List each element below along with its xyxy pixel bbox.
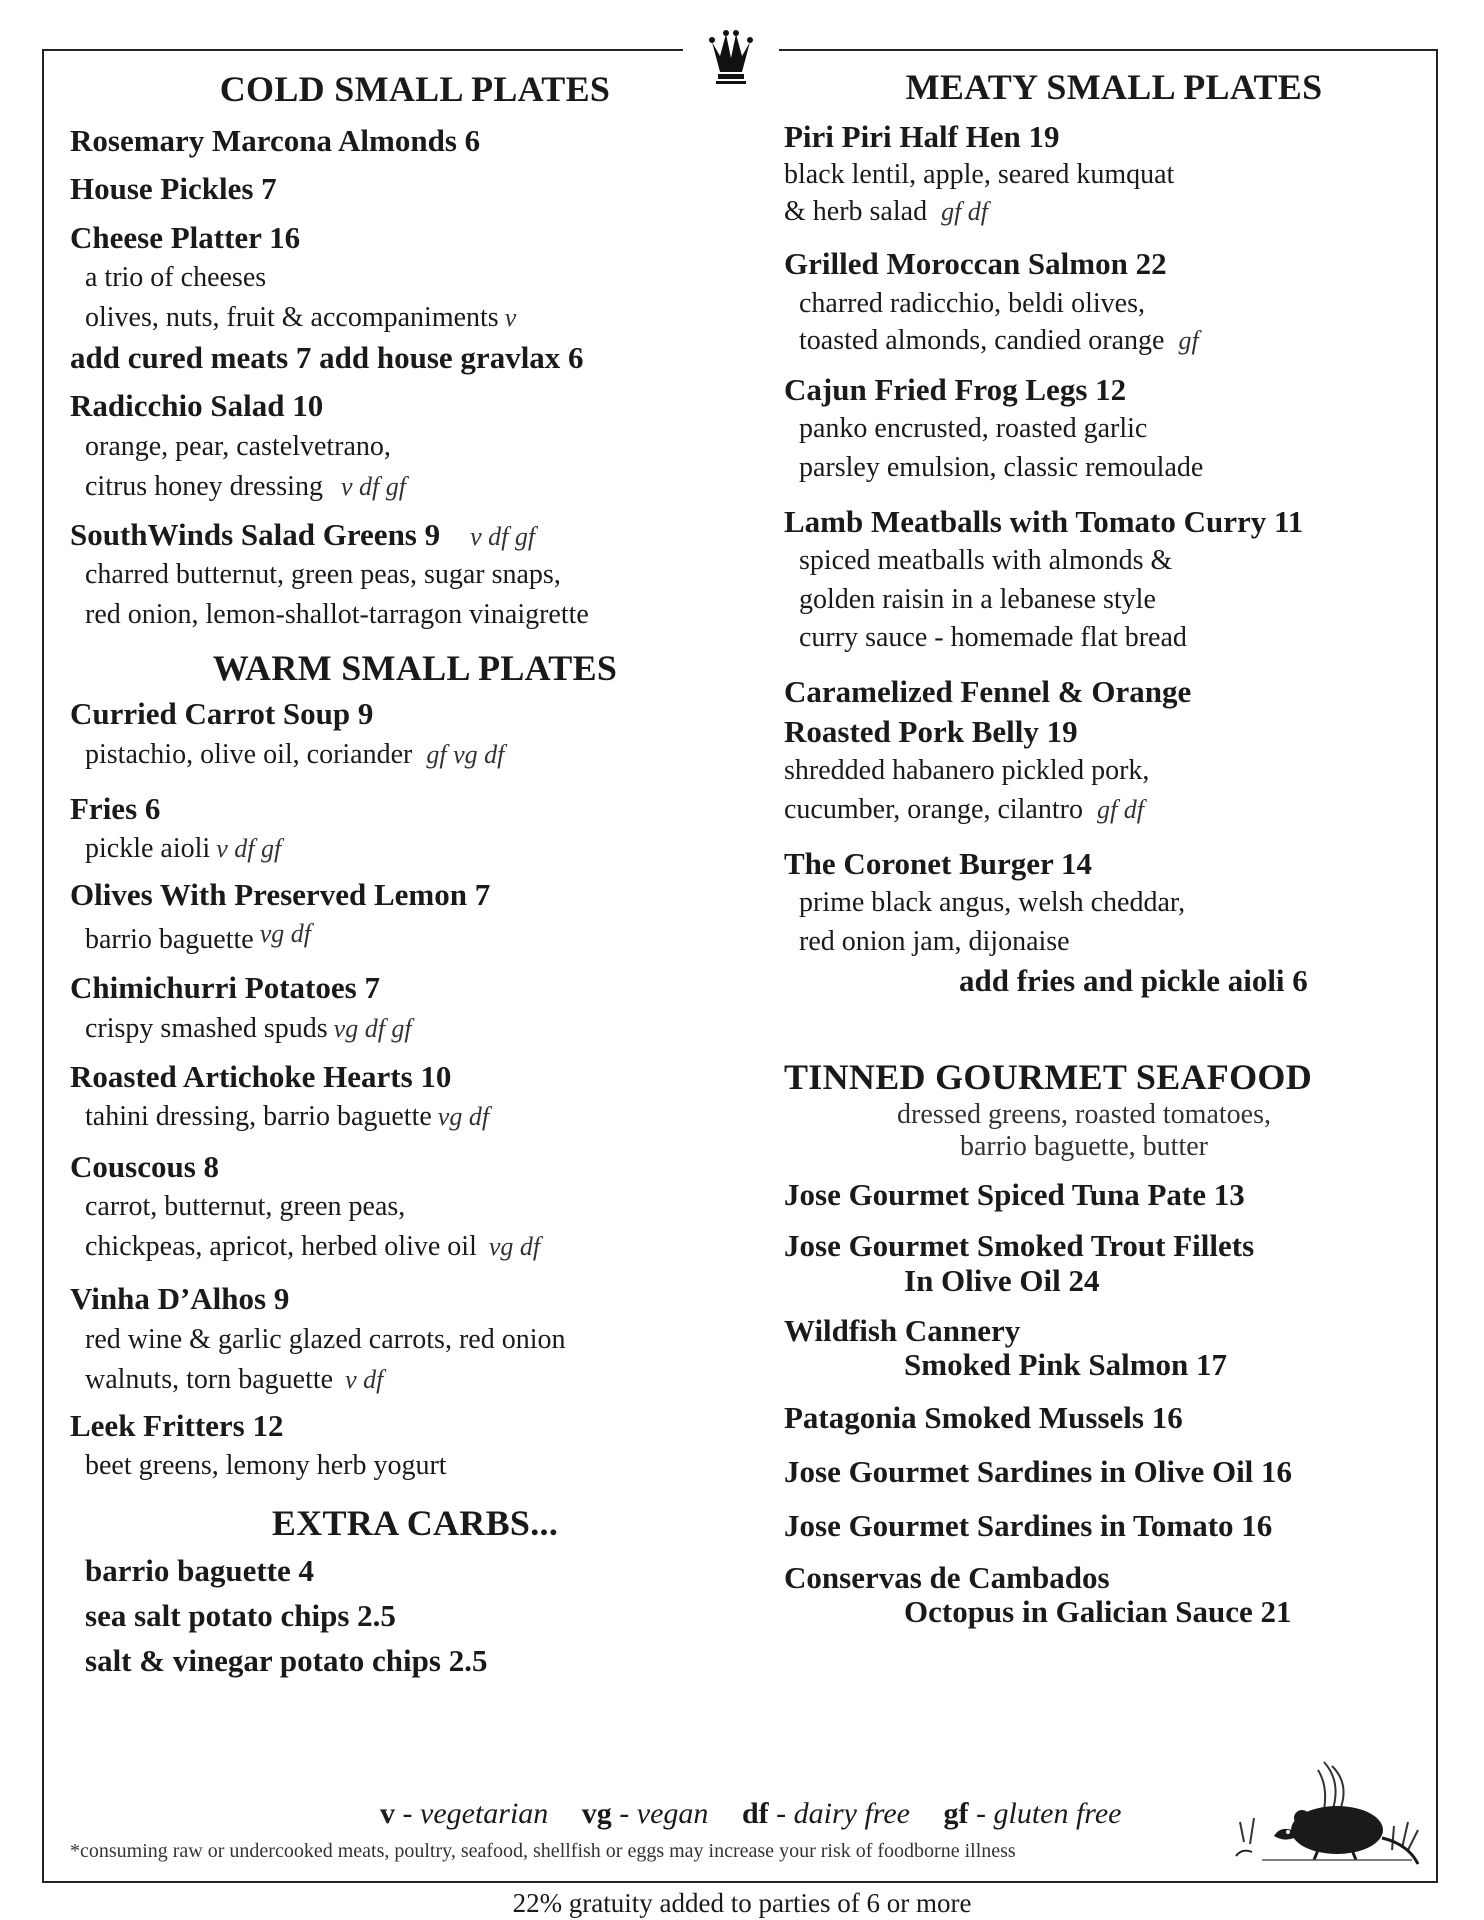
menu-item (70, 1147, 760, 1267)
item-desc: walnuts, torn baguette v df (85, 1363, 384, 1395)
addon-line: add fries and pickle aioli 6 (959, 963, 1308, 999)
legend-gluten-free: gf - gluten free (943, 1797, 1122, 1830)
item-desc: barrio baguette vg df (85, 919, 311, 956)
legend-vegetarian: v - vegetarian (380, 1797, 549, 1830)
diet-tag: gf df (1096, 795, 1144, 825)
item-desc: charred butternut, green peas, sugar snaps, (85, 559, 561, 591)
item-title: Vinha D’Alhos 9 (70, 1281, 290, 1317)
seafood-subtitle: dressed greens, roasted tomatoes, (897, 1098, 1271, 1130)
item-title: Roasted Pork Belly 19 (784, 714, 1078, 750)
left-column (70, 64, 760, 1684)
item-desc: tahini dressing, barrio baguette vg df (85, 1100, 490, 1132)
section-title-cold: COLD SMALL PLATES (219, 69, 611, 109)
legend-dairy-free: df - dairy free (741, 1797, 910, 1830)
menu-item (70, 1279, 760, 1399)
item-title: Jose Gourmet Spiced Tuna Pate 13 (784, 1177, 1245, 1213)
section-title-carbs: EXTRA CARBS... (271, 1503, 559, 1544)
item-desc: citrus honey dressing v df gf (85, 470, 406, 502)
item-desc: shredded habanero pickled pork, (784, 755, 1150, 787)
diet-tag: v df (345, 1364, 384, 1394)
menu-item (70, 968, 760, 1048)
menu-item (784, 1506, 1424, 1546)
menu-item (784, 1314, 1424, 1382)
item-title: Chimichurri Potatoes 7 (70, 970, 380, 1006)
item-title: SouthWinds Salad Greens 9 v df gf (70, 516, 536, 552)
addon-line: add cured meats 7 add house gravlax 6 (70, 340, 584, 376)
item-title: Fries 6 (70, 790, 161, 826)
item-title: Patagonia Smoked Mussels 16 (784, 1399, 1183, 1435)
item-desc: panko encrusted, roasted garlic (799, 413, 1148, 445)
item-title: House Pickles 7 (70, 171, 277, 207)
item-title: Wildfish Cannery (784, 1312, 1021, 1348)
item-title: Jose Gourmet Sardines in Tomato 16 (784, 1508, 1273, 1544)
menu-item (784, 1175, 1424, 1215)
item-desc: curry sauce - homemade flat bread (799, 622, 1187, 654)
item-title: Radicchio Salad 10 (70, 388, 324, 424)
item-desc: pistachio, olive oil, coriander gf vg df (85, 738, 505, 770)
menu-item (70, 169, 760, 209)
menu-item (784, 1561, 1424, 1629)
item-desc: red onion jam, dijonaise (799, 925, 1070, 957)
menu-item (70, 789, 760, 869)
diet-tag: gf (1178, 326, 1199, 356)
menu-item (784, 117, 1424, 230)
diet-tag: v df gf (470, 521, 536, 551)
carb-item: barrio baguette 4 (85, 1553, 315, 1589)
item-title: Curried Carrot Soup 9 (70, 696, 374, 732)
menu-item (784, 370, 1424, 488)
legend-vegan: vg - vegan (581, 1797, 709, 1830)
item-desc: a trio of cheeses (85, 262, 267, 294)
diet-tag: vg df (488, 1232, 541, 1262)
item-desc: prime black angus, welsh cheddar, (799, 887, 1186, 919)
carb-item: sea salt potato chips 2.5 (85, 1598, 396, 1634)
section-title-meaty: MEATY SMALL PLATES (905, 67, 1323, 107)
item-desc: orange, pear, castelvetrano, (85, 430, 391, 462)
menu-item (70, 218, 760, 338)
seafood-subtitle: barrio baguette, butter (959, 1130, 1208, 1162)
diet-legend (380, 1797, 1122, 1831)
item-title: Smoked Pink Salmon 17 (904, 1346, 1228, 1382)
menu-item (70, 121, 760, 161)
item-desc: parsley emulsion, classic remoulade (799, 452, 1204, 484)
food-safety-disclaimer: *consuming raw or undercooked meats, poultry, seafood, shellfish or eggs may increase your risk of foodborne illness (70, 1840, 1016, 1862)
item-desc: olives, nuts, fruit & accompaniments v (85, 302, 517, 334)
item-title: Cajun Fried Frog Legs 12 (784, 372, 1127, 408)
menu-item (70, 338, 760, 378)
gratuity-note: 22% gratuity added to parties of 6 or more (512, 1888, 972, 1918)
item-desc: crispy smashed spuds vg df gf (85, 1012, 412, 1044)
item-title: Conservas de Cambados (784, 1559, 1110, 1595)
item-desc: cucumber, orange, cilantro gf df (784, 794, 1144, 826)
item-title: Caramelized Fennel & Orange (784, 673, 1192, 709)
menu-item (70, 694, 760, 774)
item-desc: & herb salad gf df (784, 195, 989, 227)
menu-item (784, 244, 1424, 360)
diet-tag: gf vg df (426, 739, 505, 769)
menu-item (784, 672, 1424, 830)
section-title-warm: WARM SMALL PLATES (212, 648, 618, 689)
item-desc: spiced meatballs with almonds & (799, 545, 1173, 576)
menu-item (70, 386, 760, 506)
diet-tag: gf df (941, 196, 989, 226)
diet-tag: vg df gf (333, 1013, 412, 1043)
diet-tag: v df gf (340, 471, 406, 501)
menu-item (70, 1057, 760, 1137)
diet-tag: vg df (259, 919, 311, 949)
diet-tag: v (504, 303, 517, 333)
item-title: The Coronet Burger 14 (784, 845, 1092, 881)
item-title: Rosemary Marcona Almonds 6 (70, 123, 481, 159)
item-desc: chickpeas, apricot, herbed olive oil vg df (85, 1231, 541, 1263)
item-title: Grilled Moroccan Salmon 22 (784, 246, 1167, 282)
carbs-list (70, 1549, 760, 1684)
menu-item (70, 875, 760, 960)
item-desc: charred radicchio, beldi olives, (799, 287, 1145, 319)
item-desc: beet greens, lemony herb yogurt (85, 1450, 447, 1481)
item-title: In Olive Oil 24 (904, 1262, 1100, 1298)
diet-tag: vg df (437, 1101, 490, 1131)
mouse-illustration-icon (1232, 1752, 1422, 1870)
item-desc: carrot, butternut, green peas, (85, 1191, 406, 1223)
item-desc: pickle aioli v df gf (85, 832, 282, 864)
item-title: Jose Gourmet Smoked Trout Fillets (784, 1228, 1255, 1264)
menu-item (784, 502, 1424, 658)
menu-item (784, 1229, 1424, 1297)
menu-item (784, 1452, 1424, 1492)
item-title: Jose Gourmet Sardines in Olive Oil 16 (784, 1454, 1293, 1490)
item-desc: red onion, lemon-shallot-tarragon vinaigrette (85, 599, 589, 631)
menu-item (784, 1398, 1424, 1438)
menu-item (70, 515, 760, 635)
item-title: Cheese Platter 16 (70, 219, 301, 255)
section-title-seafood: TINNED GOURMET SEAFOOD (784, 1056, 1313, 1097)
item-desc: red wine & garlic glazed carrots, red onion (85, 1323, 566, 1355)
item-title: Octopus in Galician Sauce 21 (904, 1593, 1292, 1629)
item-desc: black lentil, apple, seared kumquat (784, 159, 1175, 191)
item-title: Roasted Artichoke Hearts 10 (70, 1058, 452, 1094)
item-desc: toasted almonds, candied orange gf (799, 325, 1199, 357)
menu-item (784, 844, 1424, 1002)
item-title: Couscous 8 (70, 1148, 220, 1184)
item-title: Lamb Meatballs with Tomato Curry 11 (784, 503, 1304, 539)
item-title: Piri Piri Half Hen 19 (784, 119, 1060, 155)
item-desc: golden raisin in a lebanese style (799, 583, 1156, 615)
item-title: Leek Fritters 12 (70, 1407, 284, 1443)
menu-item (70, 1406, 760, 1486)
diet-tag: v df gf (216, 833, 282, 863)
carb-item: salt & vinegar potato chips 2.5 (85, 1643, 488, 1679)
item-title: Olives With Preserved Lemon 7 (70, 877, 491, 912)
right-column (784, 64, 1424, 1629)
